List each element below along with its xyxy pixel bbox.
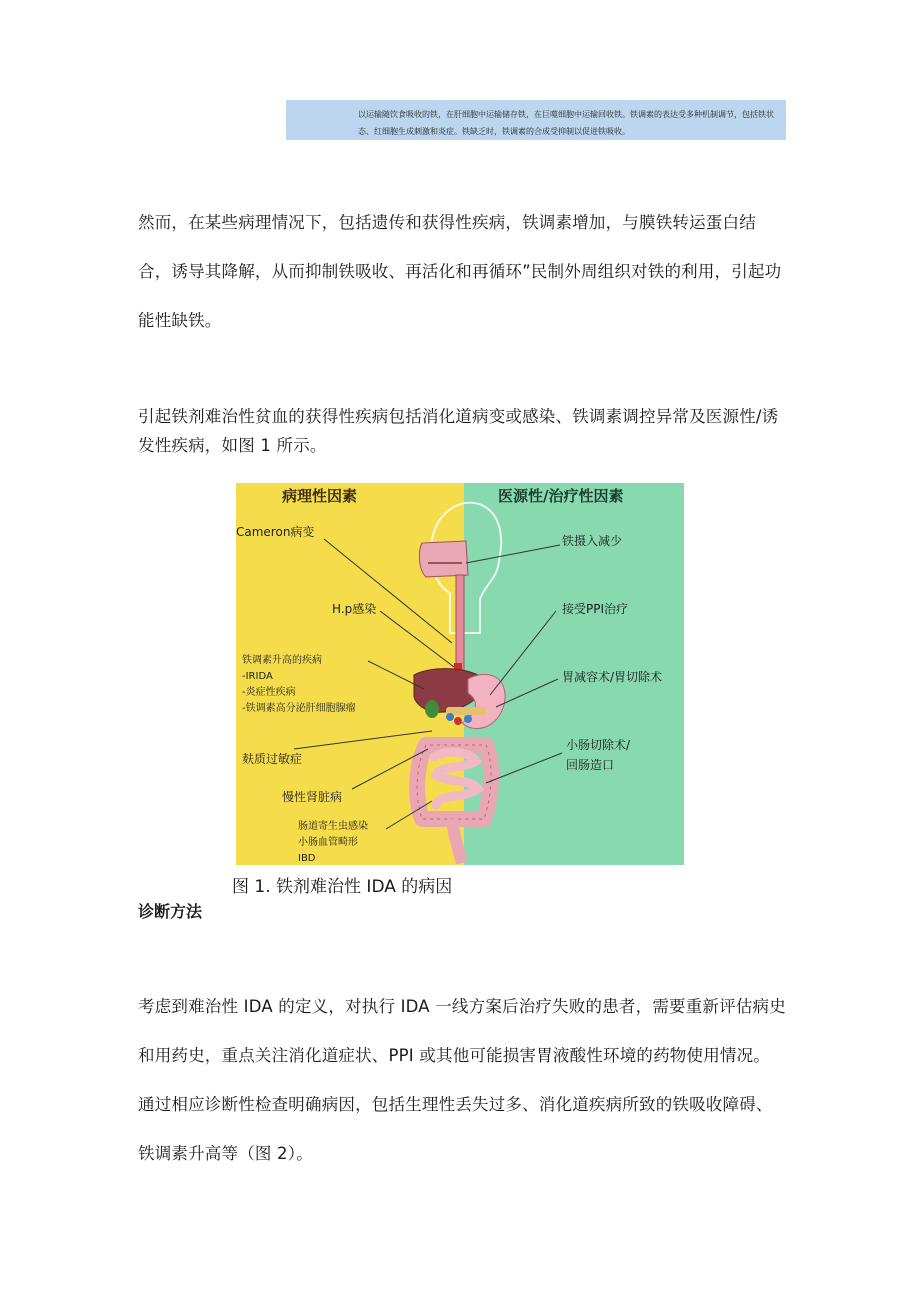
label-hp: H.p感染 (332, 602, 377, 616)
label-cameron: Cameron病变 (236, 525, 315, 539)
label-gut-1: 肠道寄生虫感染 (298, 821, 368, 832)
figure-caption-box (286, 100, 786, 140)
paragraph-acquired-diseases: 引起铁剂难治性贫血的获得性疾病包括消化道病变或感染、铁调素调控异常及医源性/诱发性疾病，如图 1 所示。 (138, 407, 779, 455)
label-gut-3: IBD (298, 853, 316, 864)
left-panel-title: 病理性因素 (282, 487, 358, 505)
esophagus (456, 575, 464, 670)
figure-1-diagram (236, 483, 684, 865)
right-panel-title: 医源性/治疗性因素 (498, 487, 624, 505)
label-celiac: 麸质过敏症 (242, 752, 303, 766)
paragraph-pathology: 然而，在某些病理情况下，包括遗传和获得性疾病，铁调素增加，与膜铁转运蛋白结合，诱导其降解，从而抑制铁吸收、再活化和再循环”民制外周组织对铁的利用，引起功能性缺铁。 (138, 213, 782, 330)
label-hepcidin-3: -铁调素高分泌肝细胞腺瘤 (242, 703, 356, 714)
label-ckd: 慢性肾脏病 (282, 790, 343, 804)
label-gut-2: 小肠血管畸形 (298, 837, 358, 848)
paragraph-diagnosis: 考虑到难治性 IDA 的定义，对执行 IDA 一线方案后治疗失败的患者，需要重新评估病史和用药史，重点关注消化道症状、PPI 或其他可能损害胃液酸性环境的药物使用情况。通过相应诊断性检查明确病因，包括生理性丢失过多、消化道疾病所致的铁吸收障碍、铁调素升高等（图 2）。 (138, 997, 786, 1163)
label-bowel-2: 回肠造口 (566, 758, 615, 772)
caption-box-text: 以运输随饮食吸收的铁，在肝细胞中运输储存铁，在巨噬细胞中运输回收铁。铁调素的表达受多种机制调节，包括铁状态、红细胞生成刺激和炎症。铁缺乏时，铁调素的合成受抑制以促进铁吸收。 (358, 110, 774, 136)
label-hepcidin-1: -IRIDA (242, 671, 273, 682)
label-hepcidin-title: 铁调素升高的疾病 (242, 655, 322, 666)
label-bowel-1: 小肠切除术/ (566, 738, 631, 752)
section-heading: 诊断方法 (138, 902, 203, 921)
label-hepcidin-2: -炎症性疾病 (242, 687, 296, 698)
oral-cavity (419, 541, 468, 577)
label-intake: 铁摄入减少 (562, 534, 623, 548)
label-ppi: 接受PPI治疗 (562, 602, 629, 616)
figure-caption: 图 1. 铁剂难治性 IDA 的病因 (232, 877, 453, 897)
label-gastric: 胃减容术/胃切除术 (562, 670, 663, 684)
